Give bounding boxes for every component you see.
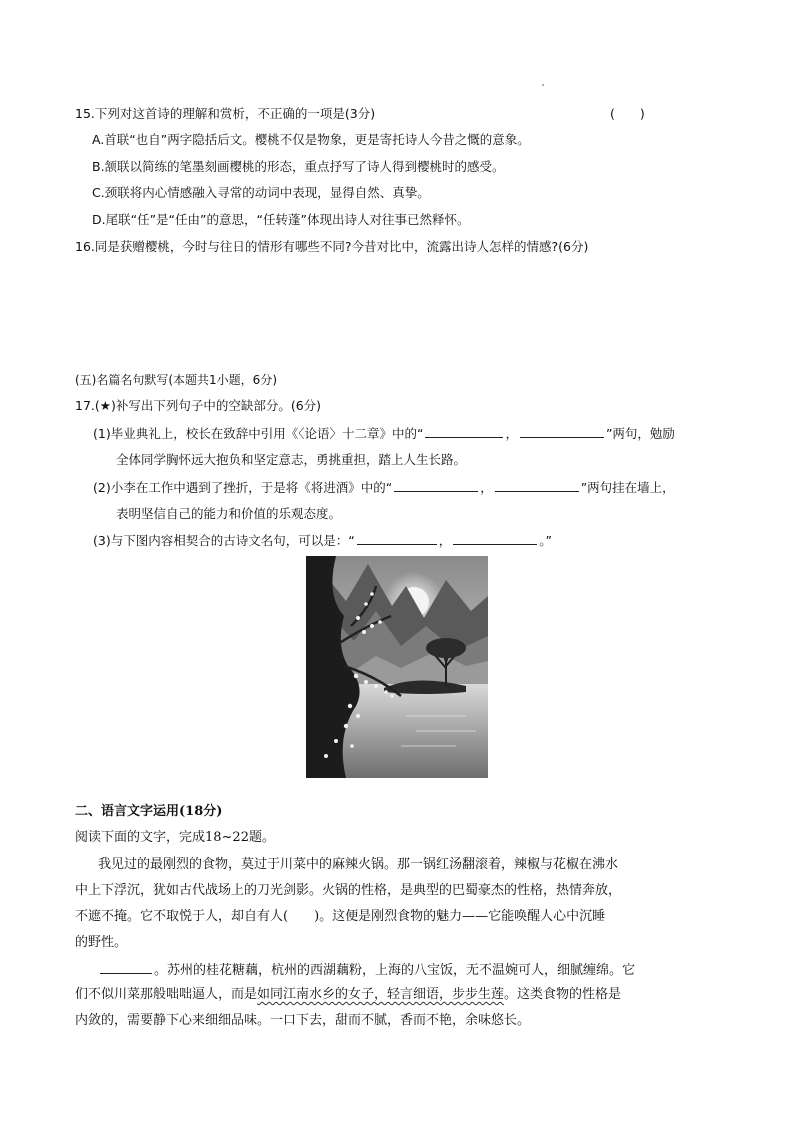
q15-stem: 15.下列对这首诗的理解和赏析，不正确的一项是(3分): [75, 106, 376, 121]
passage-para2-line1-text: 。苏州的桂花糖藕，杭州的西湖藕粉，上海的八宝饭，无不温婉可人，细腻缠绵。它: [154, 963, 636, 978]
section2-title: 二、语言文字运用(18分): [75, 804, 223, 819]
passage-para2-line2-lead: 们不似川菜那般咄咄逼人，而是: [75, 987, 258, 1002]
wavy-underlined-phrase: 如同江南水乡的女子，轻言细语，步步生莲: [257, 987, 505, 1002]
q15-option-d: D.尾联“任”是“任由”的意思，“任转蓬”体现出诗人对往事已然释怀。: [92, 212, 470, 227]
section5-title: (五)名篇名句默写(本题共1小题，6分): [75, 373, 277, 387]
q17-part3-tail: 。”: [539, 533, 552, 548]
q17-part2-tail: ”两句挂在墙上，: [580, 480, 675, 495]
ink-landscape-painting: [306, 556, 488, 778]
passage-para1-line1: 我见过的最刚烈的食物，莫过于川菜中的麻辣火锅。那一锅红汤翻滚着，辣椒与花椒在沸水: [98, 857, 619, 872]
q17-part1-line2: 全体同学胸怀远大抱负和坚定意志，勇挑重担，踏上人生长路。: [116, 452, 467, 467]
q17-part1-lead: (1)毕业典礼上，校长在致辞中引用《〈论语〉十二章》中的“: [93, 426, 424, 441]
passage-blank[interactable]: [100, 961, 152, 974]
passage-para2-line3: 内敛的，需要静下心来细细品味。一口下去，甜而不腻，香而不艳，余味悠长。: [75, 1013, 531, 1028]
q15-option-a: A.首联“也自”两字隐括后文。樱桃不仅是物象，更是寄托诗人今昔之慨的意象。: [92, 132, 530, 147]
q17-part1-blank2[interactable]: [520, 425, 604, 438]
passage-para1-line4: 的野性。: [75, 935, 128, 950]
q15-option-c: C.颈联将内心情感融入寻常的动词中表现，显得自然、真挚。: [92, 185, 430, 200]
q17-part2-line2: 表明坚信自己的能力和价值的乐观态度。: [116, 506, 342, 521]
q16-stem: 16.同是获赠樱桃，今时与往日的情形有哪些不同?今昔对比中，流露出诗人怎样的情感?(6分): [75, 239, 589, 254]
q17-stem: 17.(★)补写出下列句子中的空缺部分。(6分): [75, 398, 322, 413]
q17-part1-line1: [93, 425, 675, 442]
passage-para2-line2-tail: 。这类食物的性格是: [504, 987, 622, 1002]
q15-option-b: B.颔联以简练的笔墨刻画樱桃的形态，重点抒写了诗人得到樱桃时的感受。: [92, 159, 505, 174]
q17-part2-lead: (2)小李在工作中遇到了挫折，于是将《将进酒》中的“: [93, 480, 393, 495]
q17-part2-blank1[interactable]: [394, 479, 478, 492]
section2-instructions: 阅读下面的文字，完成18~22题。: [75, 830, 275, 845]
q17-part2-blank2[interactable]: [495, 479, 579, 492]
q17-part3-line: [93, 532, 552, 549]
q15-answer-bracket[interactable]: ( ): [610, 106, 645, 121]
scan-speck: [542, 84, 544, 86]
passage-para2-line2: [75, 987, 621, 1003]
q17-part3-blank2[interactable]: [453, 532, 537, 545]
passage-para2-line1: [98, 961, 635, 979]
q17-part3-blank1[interactable]: [357, 532, 437, 545]
q17-part2-comma: ，: [480, 480, 493, 495]
q17-part3-comma: ，: [438, 533, 452, 548]
passage-para1-line2: 中上下浮沉，犹如古代战场上的刀光剑影。火锅的性格，是典型的巴蜀豪杰的性格，热情奔放，: [75, 883, 622, 898]
passage-para1-line3: 不遮不掩。它不取悦于人，却自有人( )。这便是刚烈食物的魅力——它能唤醒人心中沉睡: [75, 909, 606, 924]
q17-part1-comma: ，: [505, 426, 518, 441]
q17-part1-tail: ”两句，勉励: [605, 426, 675, 441]
q17-part3-lead: (3)与下图内容相契合的古诗文名句，可以是：“: [93, 533, 355, 548]
q17-part1-blank1[interactable]: [425, 425, 503, 438]
q17-part2-line1: [93, 479, 675, 496]
